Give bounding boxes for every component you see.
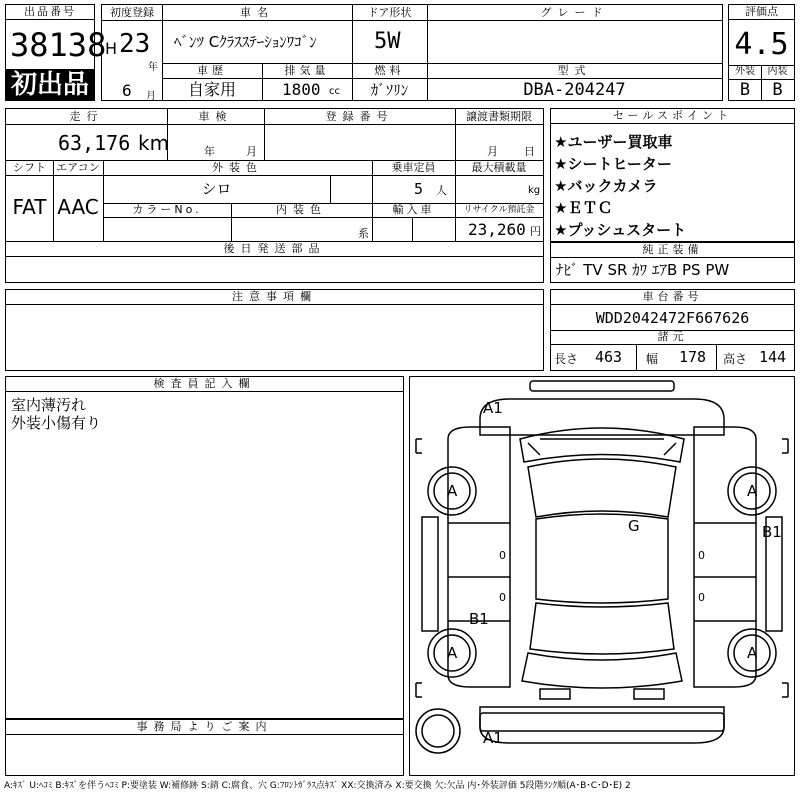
interior-color-unit: 系: [358, 227, 369, 240]
length-label: 長さ: [554, 352, 579, 366]
length-value: 463: [595, 348, 623, 366]
width-value: 178: [679, 348, 707, 366]
import-label: 輸入車: [392, 203, 435, 216]
mark-wheel-a: A: [447, 644, 458, 662]
right-mirror: [782, 439, 788, 453]
front-grille: [528, 439, 676, 455]
reg-month: 6: [122, 81, 132, 100]
displacement-unit: cc: [329, 86, 340, 97]
left-rear-bracket: [416, 683, 422, 697]
sales-points-box: [550, 108, 795, 242]
left-mirror: [416, 439, 422, 453]
rear-hatch: [522, 653, 682, 688]
shift-label: シフト: [13, 161, 46, 174]
windshield: [528, 459, 676, 517]
interior-color-label: 内装色: [276, 203, 327, 216]
chassis-value: WDD2042472F667626: [595, 309, 750, 327]
score-box: [728, 4, 795, 101]
mark-a1-top: A1: [483, 399, 503, 417]
month-unit: 月: [146, 91, 156, 102]
mileage-label: 走行: [69, 110, 104, 123]
ext-grade: B: [739, 80, 751, 100]
car-name-label: 車名: [240, 6, 274, 19]
inspection-label: 車検: [198, 110, 233, 123]
recycle-value: 23,260: [468, 220, 526, 239]
capacity-label: 乗車定員: [391, 161, 436, 174]
top-roof-rail: [530, 381, 674, 391]
rear-light-right: [634, 689, 664, 699]
door-value: 5W: [374, 29, 401, 54]
chassis-label: 車台番号: [551, 290, 794, 305]
sales-point: ★ＥＴＣ: [554, 199, 613, 217]
recycle-label: リサイクル預託金: [463, 205, 535, 215]
mileage-unit: km: [138, 131, 170, 155]
displacement-value: 1800: [282, 80, 321, 99]
notes-label: 注意事項欄: [6, 290, 543, 305]
grade-label: グレード: [540, 6, 609, 19]
load-label: 最大積載量: [471, 161, 527, 174]
inspector-box: [5, 376, 404, 719]
fuel-value: ｶﾞｿﾘﾝ: [370, 81, 409, 99]
score-label: 評価点: [729, 5, 794, 20]
inspector-line: 外装小傷有り: [11, 414, 102, 432]
notes-box: [5, 289, 544, 371]
height-value: 144: [759, 348, 787, 366]
shift-value: FAT: [12, 195, 47, 219]
transfer-day-unit: 日: [524, 145, 535, 158]
lot-box: [5, 4, 107, 101]
sales-point: ★プッシュスタート: [554, 221, 687, 239]
car-diagram: [409, 376, 795, 776]
year-unit: 年: [148, 62, 158, 73]
dims-label: 諸元: [657, 330, 688, 343]
left-doors: [448, 523, 510, 621]
front-bumper: [480, 399, 724, 435]
model-value: DBA-204247: [523, 80, 626, 100]
rear-light-left: [540, 689, 570, 699]
history-label: 車歴: [197, 64, 227, 77]
mark-zero: 0: [499, 591, 506, 604]
color-value: シロ: [201, 180, 232, 198]
width-label: 幅: [646, 352, 659, 366]
mark-zero: 0: [499, 549, 506, 562]
bottom-rail: [480, 713, 724, 731]
mark-zero: 0: [698, 549, 705, 562]
chassis-box: [550, 289, 795, 371]
equipment-label: 純正装備: [551, 243, 794, 258]
sales-point: ★シートヒーター: [554, 155, 672, 173]
model-label: 型式: [557, 64, 592, 77]
sales-points-label: セールスポイント: [551, 109, 794, 124]
lot-number: 38138: [10, 26, 107, 64]
left-side-strip: [422, 517, 438, 631]
color-label: 外装色: [212, 161, 263, 174]
roof: [536, 514, 668, 603]
top-table: [101, 4, 723, 101]
legend: A:ｷｽﾞ U:ﾍｺﾐ B:ｷｽﾞを伴うﾍｺﾐ P:要塗装 W:補修跡 S:錆 C:腐食、穴 G:ﾌﾛﾝﾄｶﾞﾗｽ点ｷｽﾞ XX:交換済み X:要交換 欠:欠品 内･外装評価 5段階ﾗﾝｸ順(A･B･C･D･E) 2: [4, 781, 631, 791]
equipment-value: ﾅﾋﾞ TV SR ｶﾜ ｴｱB PS PW: [556, 261, 730, 279]
mark-b1-right: B1: [762, 523, 782, 541]
later-parts-label: 後日発送部品: [223, 242, 326, 255]
reg-label: 初度登録: [110, 6, 154, 19]
sales-point: ★ユーザー買取車: [554, 133, 673, 151]
bonnet: [520, 428, 684, 462]
inspector-label: 検査員記入欄: [6, 377, 403, 392]
ac-label: エアコン: [56, 161, 100, 174]
office-box: [5, 719, 404, 776]
reg-year: 23: [119, 29, 151, 59]
right-rear-bracket: [782, 683, 788, 697]
capacity-unit: 人: [436, 184, 447, 197]
ext-label: 外装: [735, 66, 755, 77]
insp-year-unit: 年: [204, 145, 215, 158]
first-listing-badge: [6, 69, 94, 101]
recycle-unit: 円: [530, 225, 541, 238]
color-no-label: カラーNo.: [132, 203, 202, 216]
door-label: ドア形状: [367, 6, 412, 19]
car-diagram-svg: [410, 377, 794, 775]
office-label: 事務局よりご案内: [6, 720, 403, 735]
score-value: 4.5: [734, 27, 789, 62]
history-value: 自家用: [187, 80, 236, 99]
first-listing-text: 初出品: [10, 70, 89, 100]
mark-wheel-a: A: [747, 482, 758, 500]
mark-a1-bottom: A1: [483, 729, 503, 747]
int-grade: B: [772, 80, 783, 100]
lot-label: 出品番号: [6, 5, 94, 20]
mileage-value: 63,176: [58, 131, 131, 155]
capacity-value: 5: [414, 180, 424, 198]
mark-wheel-a: A: [747, 644, 758, 662]
inspector-line: 室内薄汚れ: [11, 396, 87, 414]
right-doors: [694, 523, 756, 621]
transfer-month-unit: 月: [487, 145, 498, 158]
insp-month-unit: 月: [246, 145, 257, 158]
sales-point: ★バックカメラ: [554, 177, 658, 195]
mark-wheel-a: A: [447, 482, 458, 500]
mark-zero: 0: [698, 591, 705, 604]
car-name: ﾍﾞﾝﾂ Cｸﾗｽｽﾃｰｼｮﾝﾜｺﾞﾝ: [174, 33, 317, 51]
transfer-label: 譲渡書類期限: [466, 110, 532, 123]
height-label: 高さ: [723, 352, 748, 366]
equipment-box: [550, 242, 795, 283]
displacement-label: 排気量: [284, 64, 330, 77]
rear-window: [530, 603, 674, 654]
mark-b1-left: B1: [469, 610, 489, 628]
mid-table: [5, 108, 544, 283]
ac-value: AAC: [57, 195, 99, 219]
load-unit: kg: [528, 185, 541, 196]
plate-label: 登録番号: [325, 110, 394, 123]
mark-g: G: [628, 517, 640, 535]
int-label: 内装: [767, 66, 788, 77]
era: H: [105, 39, 118, 58]
fuel-label: 燃料: [374, 64, 405, 77]
